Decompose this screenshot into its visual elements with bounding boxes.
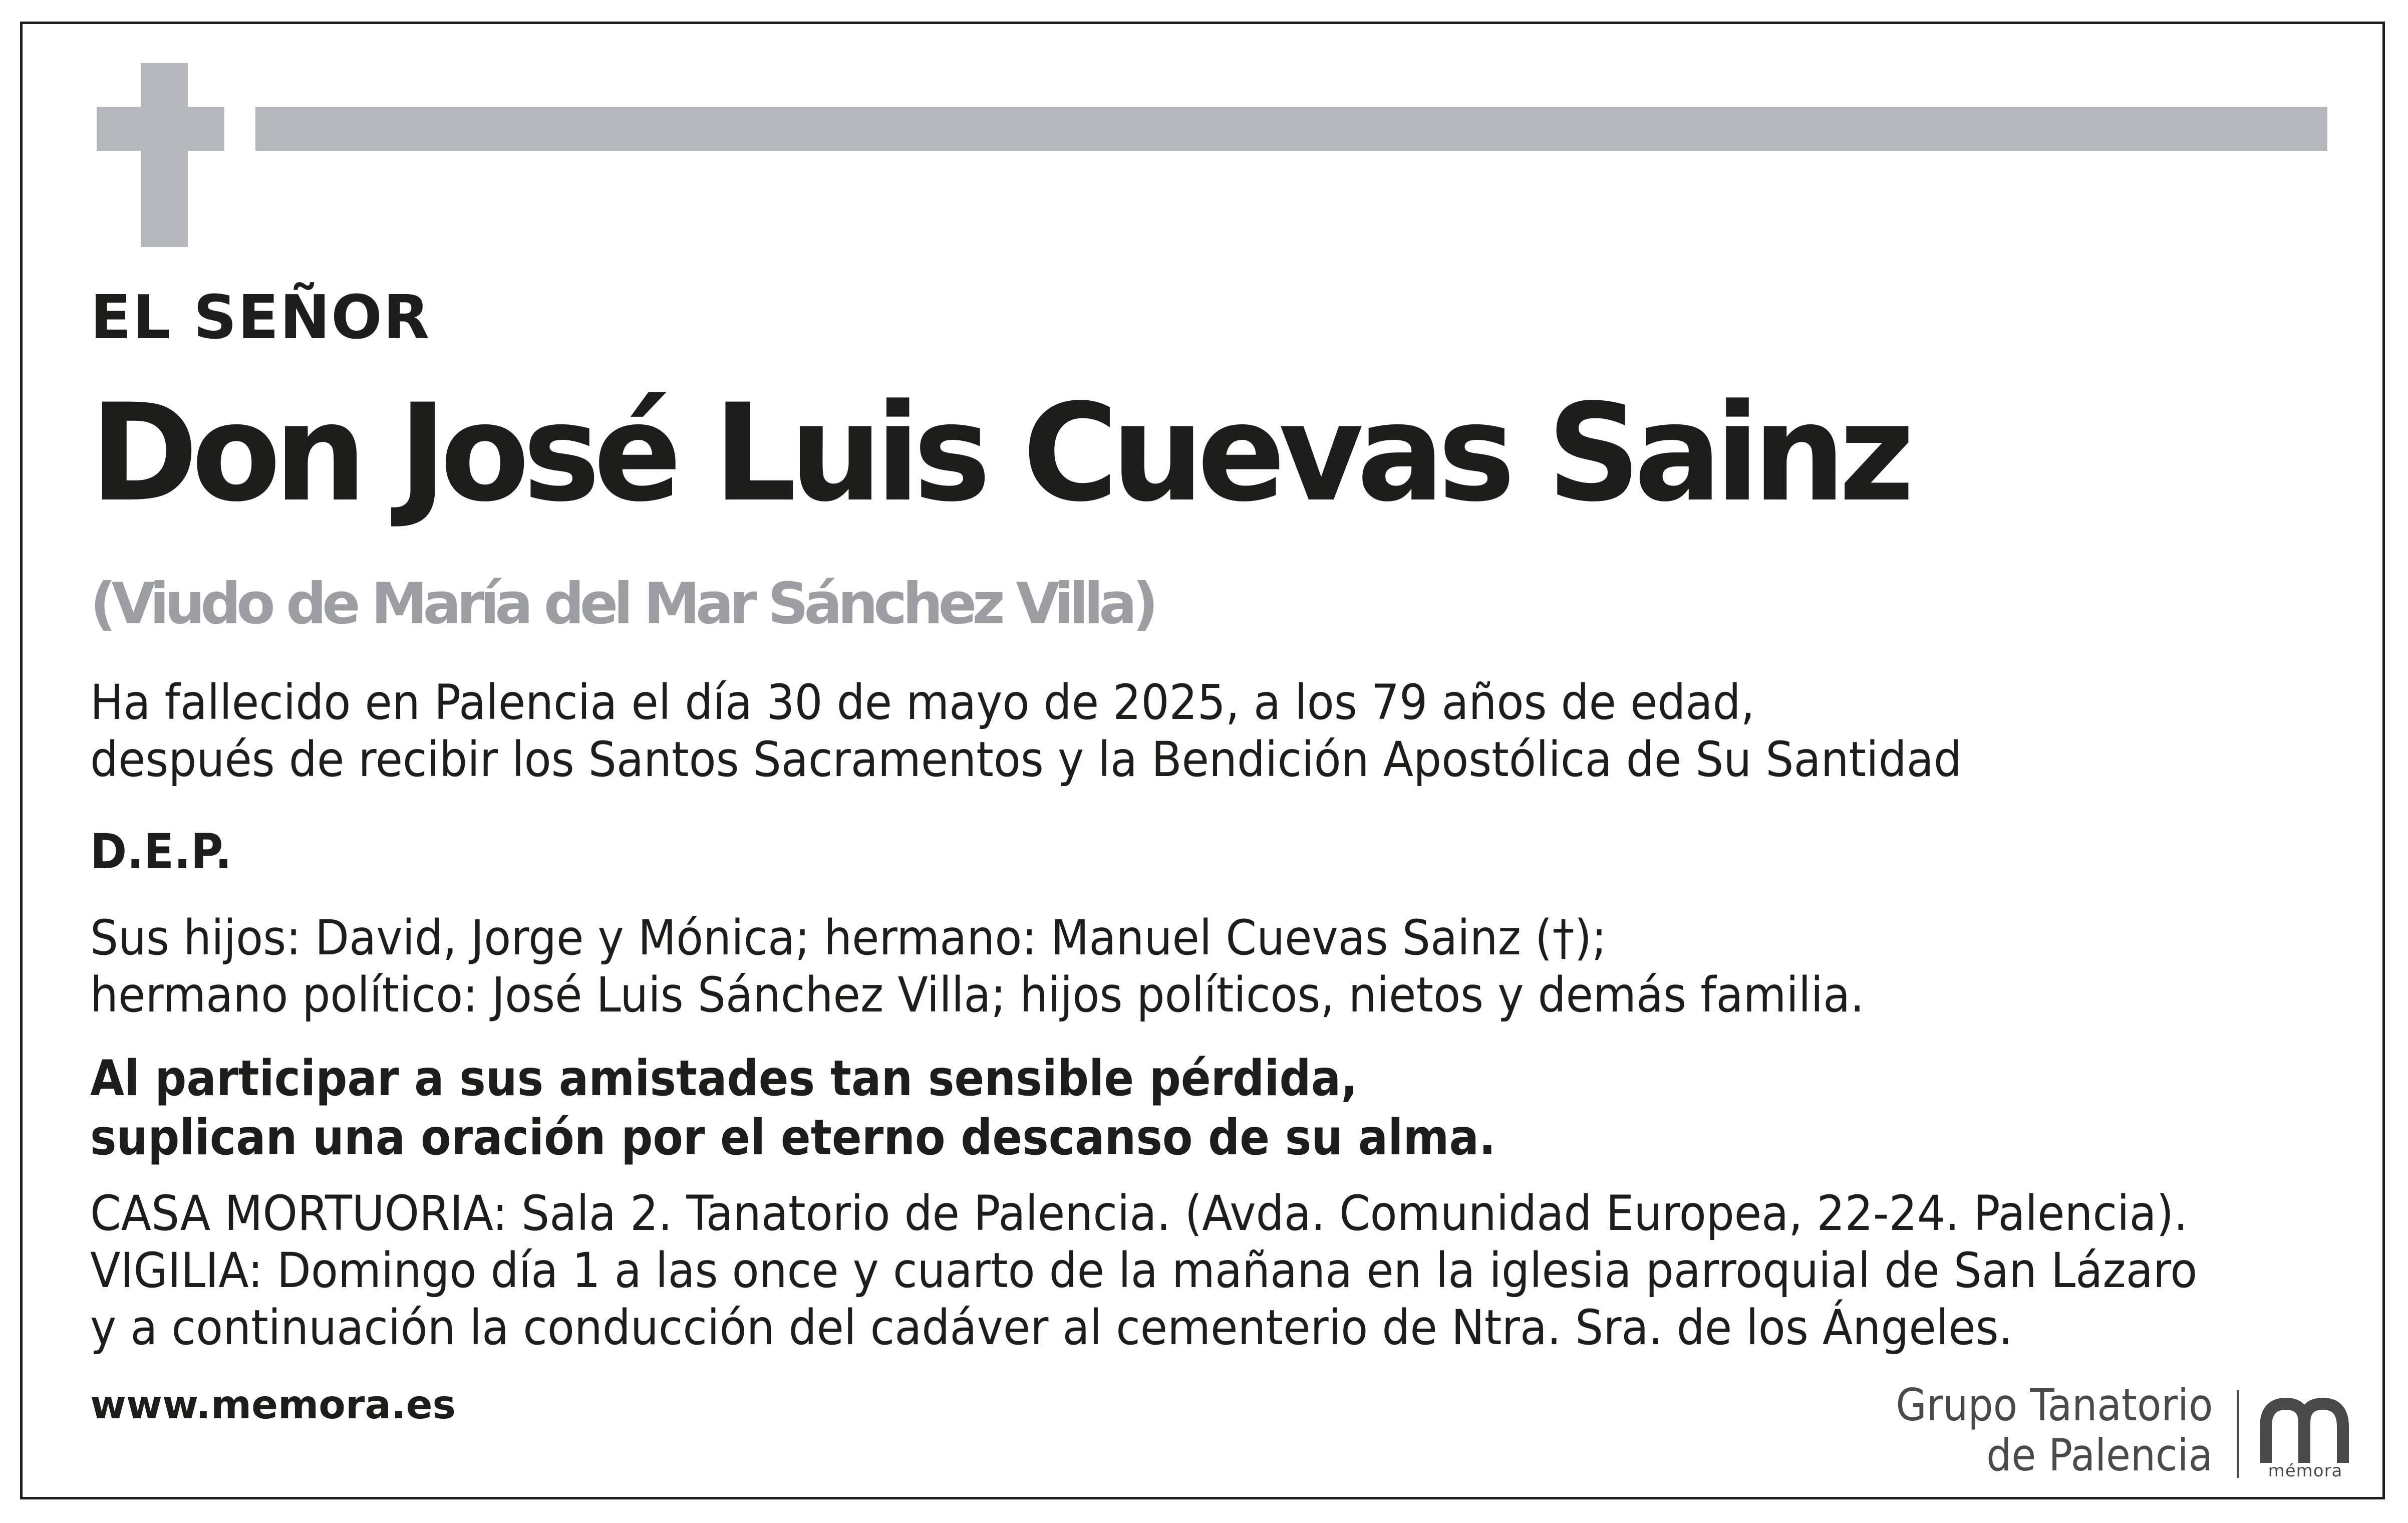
brand-divider — [2237, 1390, 2239, 1478]
widow-of: (Viudo de María del Mar Sánchez Villa) — [90, 571, 1154, 637]
cross-icon-arm — [97, 107, 224, 151]
info-line-2: VIGILIA: Domingo día 1 a las once y cuarto de la mañana en la iglesia parroquial de San Lázaro — [90, 1242, 2198, 1299]
death-line-2: después de recibir los Santos Sacramentos y la Bendición Apostólica de Su Santidad — [90, 731, 1962, 788]
header-bar — [255, 107, 2327, 151]
info-line-3: y a continuación la conducción del cadáver al cementerio de Ntra. Sra. de los Ángeles. — [90, 1300, 2013, 1356]
death-line-1: Ha fallecido en Palencia el día 30 de mayo de 2025, a los 79 años de edad, — [90, 674, 1755, 730]
request-line-1: Al participar a sus amistades tan sensible pérdida, — [90, 1050, 1358, 1107]
request-line-2: suplican una oración por el eterno descanso de su alma. — [90, 1109, 1496, 1166]
brand-line-2: de Palencia — [1986, 1429, 2213, 1481]
deceased-name: Don José Luis Cuevas Sainz — [90, 375, 1908, 532]
family-line-2: hermano político: José Luis Sánchez Villa; hijos políticos, nietos y demás familia. — [90, 967, 1865, 1023]
memora-logo-icon — [2260, 1398, 2349, 1468]
logo-wordmark: mémora — [2268, 1461, 2343, 1481]
family-line-1: Sus hijos: David, Jorge y Mónica; hermano: Manuel Cuevas Sainz (†); — [90, 910, 1607, 966]
website-link[interactable]: www.memora.es — [90, 1383, 456, 1428]
cross-icon — [141, 63, 188, 247]
notice-label: EL SEÑOR — [90, 283, 431, 353]
brand-line-1: Grupo Tanatorio — [1895, 1379, 2213, 1431]
dep-text: D.E.P. — [90, 824, 232, 880]
info-line-1: CASA MORTUORIA: Sala 2. Tanatorio de Palencia. (Avda. Comunidad Europea, 22-24. Palencia). — [90, 1185, 2188, 1241]
